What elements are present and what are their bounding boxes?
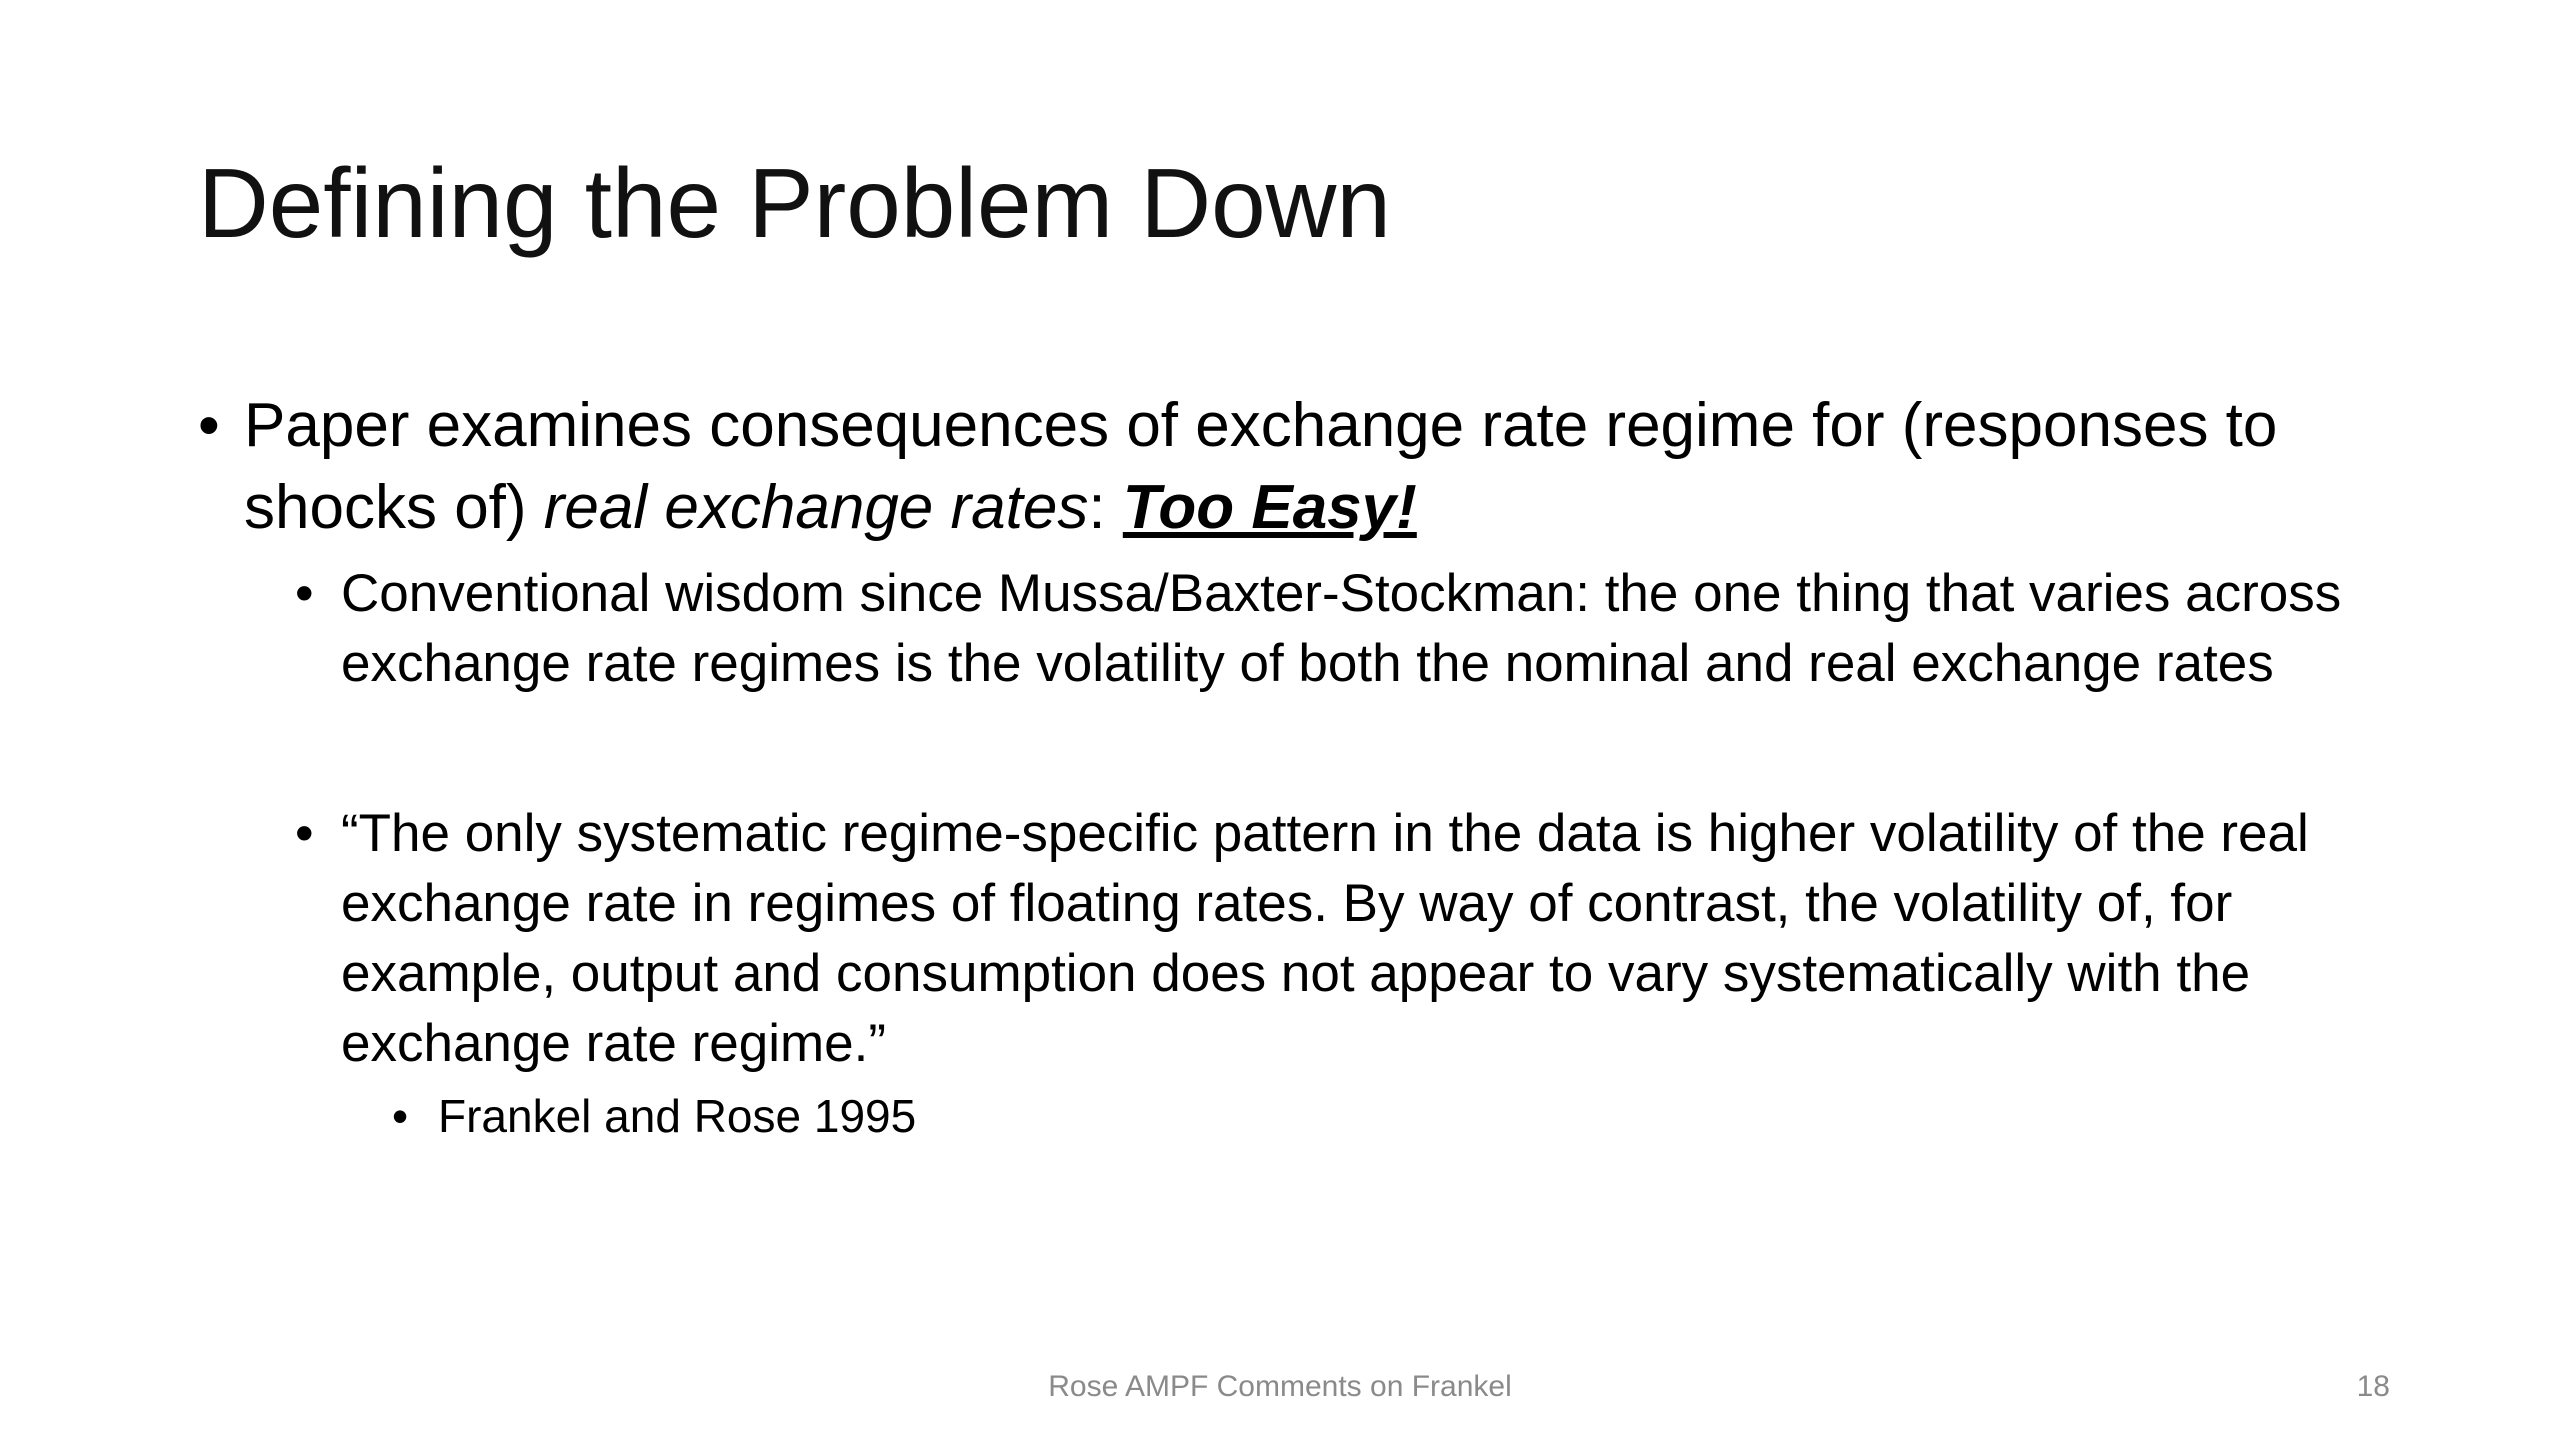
bullet-dot-icon: • [198, 391, 220, 460]
bullet-sub-2-source-text: Frankel and Rose 1995 [438, 1090, 917, 1142]
bullet-sub-2 [295, 799, 2398, 1079]
slide-title: Defining the Problem Down [198, 148, 1391, 258]
bullet-sub-1 [295, 559, 2398, 699]
bullet-sub-2-source [392, 1085, 2398, 1147]
bullet-main-text: Paper examines consequences of exchange rate regime for (responses to shocks of) [244, 391, 2278, 542]
bullet-dot-icon: • [295, 804, 314, 863]
slide-footer: Rose AMPF Comments on Frankel [1048, 1370, 1512, 1403]
slide-content [198, 385, 2398, 1147]
bullet-dot-icon: • [295, 564, 314, 623]
slide-page-number: 18 [2356, 1370, 2390, 1403]
bullet-main-colon: : [1088, 473, 1123, 542]
bullet-sub-2-quote: “The only systematic regime-specific pattern in the data is higher volatility of the real exchange rate in regimes of floating rates. By way of contrast, the volatility of, for example, output and consumption does not appear to vary systematically with the exchange rate regime.” [341, 804, 2309, 1073]
bullet-dot-icon: • [392, 1090, 409, 1142]
bullet-main [198, 385, 2398, 549]
bullet-main-emphasis: Too Easy! [1122, 473, 1417, 542]
bullet-sub-1-text: Conventional wisdom since Mussa/Baxter-Stockman: the one thing that varies across exchange rate regimes is the volatility of both the nominal and real exchange rates [341, 564, 2342, 693]
bullet-main-italic: real exchange rates [543, 473, 1089, 542]
